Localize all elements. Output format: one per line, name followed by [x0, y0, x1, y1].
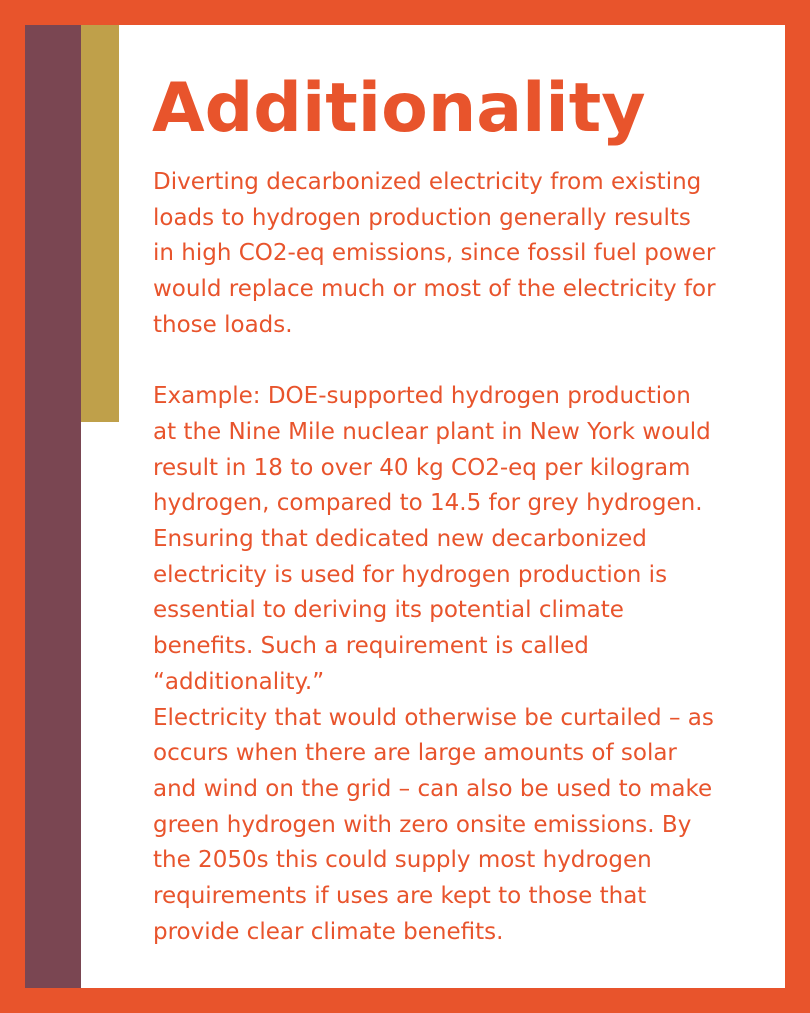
content-card — [25, 25, 785, 988]
text-line: occurs when there are large amounts of solar — [153, 740, 677, 767]
text-line: requirements if uses are kept to those that — [153, 883, 647, 910]
text-line: in high CO2-eq emissions, since fossil fuel power — [153, 240, 716, 267]
page-title: Additionality — [152, 69, 646, 148]
paragraph-diverting — [153, 165, 773, 344]
text-line: at the Nine Mile nuclear plant in New York would — [153, 418, 711, 445]
paragraph-spacer — [153, 344, 773, 380]
text-line: provide clear climate benefits. — [153, 918, 504, 945]
text-line: benefits. Such a requirement is called — [153, 633, 589, 660]
text-line: electricity is used for hydrogen production is — [153, 561, 668, 588]
purple-accent-bar — [25, 25, 81, 988]
paragraph-example — [153, 379, 773, 700]
text-line: loads to hydrogen production generally results — [153, 204, 691, 231]
text-line: would replace much or most of the electricity for — [153, 276, 716, 303]
text-line: Electricity that would otherwise be curtailed – as — [153, 704, 714, 731]
text-line: green hydrogen with zero onsite emissions. By — [153, 811, 692, 838]
text-line: Ensuring that dedicated new decarbonized — [153, 526, 647, 553]
text-line: the 2050s this could supply most hydrogen — [153, 847, 652, 874]
text-line: “additionality.” — [153, 668, 325, 695]
paragraph-curtailed — [153, 701, 773, 951]
text-line: Example: DOE-supported hydrogen production — [153, 383, 691, 410]
gold-accent-bar — [81, 25, 119, 422]
text-line: those loads. — [153, 311, 293, 338]
text-line: and wind on the grid – can also be used to make — [153, 775, 713, 802]
text-line: Diverting decarbonized electricity from existing — [153, 169, 702, 195]
text-line: result in 18 to over 40 kg CO2-eq per kilogram — [153, 454, 691, 481]
body-text — [153, 165, 773, 950]
text-line: essential to deriving its potential climate — [153, 597, 624, 624]
text-line: hydrogen, compared to 14.5 for grey hydrogen. — [153, 490, 703, 517]
